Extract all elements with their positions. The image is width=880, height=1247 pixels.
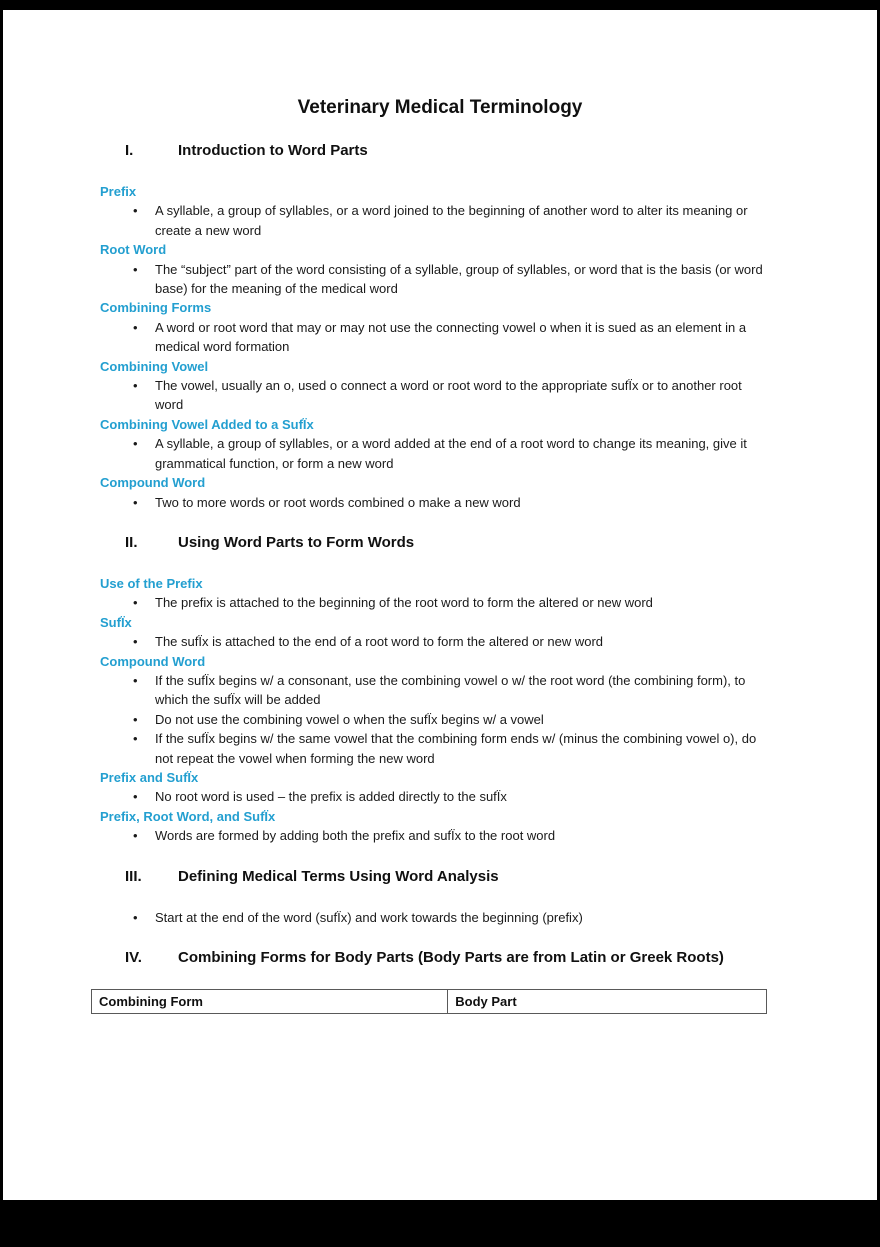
bullet-list (91, 908, 767, 927)
bullet-item (91, 826, 767, 845)
term-entry (91, 908, 767, 927)
document-section (91, 948, 767, 968)
bullet-item (91, 632, 767, 651)
bullet-dot-icon (133, 787, 138, 806)
bullet-dot-icon (133, 826, 138, 845)
term-heading: Combining Vowel (100, 358, 209, 374)
bullet-item (91, 434, 767, 473)
bullet-list (91, 318, 767, 357)
section-heading (125, 141, 767, 161)
bullet-item (91, 710, 767, 729)
term-entry (91, 415, 767, 473)
bullet-item (91, 201, 767, 240)
bullet-list (91, 787, 767, 806)
bullet-text: The sufÏx is attached to the end of a root word to form the altered or new word (155, 634, 604, 650)
bullet-text: Do not use the combining vowel o when the sufÏx begins w/ a vowel (155, 711, 544, 727)
bullet-list (91, 632, 767, 651)
section-heading-text: Defining Medical Terms Using Word Analysis (178, 867, 499, 885)
bullet-item (91, 493, 767, 512)
bullet-dot-icon (133, 710, 138, 729)
table-header-row (92, 990, 767, 1014)
bullet-dot-icon (133, 632, 138, 651)
bullet-text: Start at the end of the word (sufÏx) and work towards the beginning (prefix) (155, 909, 583, 925)
section-heading (125, 533, 767, 553)
term-heading: Root Word (100, 242, 167, 258)
bullet-text: If the sufÏx begins w/ the same vowel that the combining form ends w/ (minus the combining vowel o), do not repeat the vowel when forming the new word (155, 731, 757, 766)
bullet-text: No root word is used – the prefix is added directly to the sufÏx (155, 789, 507, 805)
bullet-item (91, 593, 767, 612)
bullet-item (91, 787, 767, 806)
bullet-item (91, 908, 767, 927)
section-heading-text: Introduction to Word Parts (178, 142, 368, 159)
section-numeral: I. (125, 142, 134, 159)
table-header-cell: Body Part (448, 990, 767, 1014)
bullet-text: Two to more words or root words combined o make a new word (155, 494, 521, 510)
term-heading: Prefix (100, 184, 137, 199)
bullet-list (91, 434, 767, 473)
bullet-dot-icon (133, 729, 138, 748)
bullet-list (91, 201, 767, 240)
term-heading: Prefix, Root Word, and SufÏx (100, 808, 276, 824)
bullet-dot-icon (133, 434, 138, 453)
bullet-list (91, 260, 767, 299)
bullet-list (91, 376, 767, 415)
term-entry (91, 807, 767, 846)
bullet-text: The vowel, usually an o, used o connect a word or root word to the appropriate sufÏx or to another root word (155, 378, 742, 413)
bullet-item (91, 671, 767, 710)
term-entry (91, 652, 767, 768)
term-heading: Prefix and SufÏx (100, 769, 199, 785)
section-heading (125, 867, 767, 887)
bullet-list (91, 826, 767, 845)
bullet-dot-icon (133, 493, 138, 512)
bullet-item (91, 318, 767, 357)
document-section (91, 141, 767, 512)
bullet-text: A word or root word that may or may not use the connecting vowel o when it is sued as an element in a medical word formation (155, 319, 747, 355)
term-entry (91, 357, 767, 415)
document-content (91, 141, 767, 1014)
bullet-dot-icon (133, 318, 138, 337)
bullet-dot-icon (133, 201, 138, 220)
bullet-dot-icon (133, 376, 138, 395)
section-entries (91, 182, 767, 512)
bullet-text: A syllable, a group of syllables, or a word added at the end of a root word to change its meaning, give it grammatical function, or form a new word (155, 436, 747, 471)
term-entry (91, 240, 767, 298)
term-heading: Combining Vowel Added to a SufÏx (100, 416, 314, 432)
section-heading-text: Combining Forms for Body Parts (Body Parts are from Latin or Greek Roots) (178, 949, 724, 966)
term-entry (91, 613, 767, 652)
document-section (91, 533, 767, 846)
bullet-list (91, 671, 767, 768)
bullet-dot-icon (133, 671, 138, 690)
bullet-text: The prefix is attached to the beginning of the root word to form the altered or new word (155, 595, 653, 611)
bullet-list (91, 493, 767, 512)
term-heading: Compound Word (100, 653, 206, 669)
document-section (91, 867, 767, 927)
bullet-dot-icon (133, 908, 138, 927)
document-page (3, 10, 877, 1200)
term-heading: Combining Forms (100, 300, 212, 316)
term-entry (91, 182, 767, 240)
section-heading-text: Using Word Parts to Form Words (178, 533, 415, 551)
bullet-text: If the sufÏx begins w/ a consonant, use the combining vowel o w/ the root word (the combining form), to which the sufÏx will be added (155, 672, 746, 708)
term-entry (91, 298, 767, 356)
bullet-item (91, 260, 767, 299)
section-numeral: IV. (125, 949, 142, 966)
bullet-dot-icon (133, 260, 138, 279)
document-title: Veterinary Medical Terminology (297, 97, 583, 118)
sections-container (91, 141, 767, 968)
term-entry (91, 473, 767, 512)
term-heading: SufÏx (100, 614, 132, 630)
bullet-text: Words are formed by adding both the prefix and sufÏx to the root word (155, 828, 556, 844)
section-numeral: II. (125, 533, 138, 551)
bullet-item (91, 376, 767, 415)
bullet-item (91, 729, 767, 768)
term-heading: Compound Word (100, 475, 206, 491)
bullet-dot-icon (133, 593, 138, 612)
term-heading: Use of the Prefix (100, 575, 203, 591)
section-heading (125, 948, 767, 968)
section-entries (91, 574, 767, 846)
combining-forms-table (91, 989, 767, 1014)
section-entries (91, 908, 767, 927)
bullet-list (91, 593, 767, 612)
bullet-text: The “subject” part of the word consisting of a syllable, group of syllables, or word that is the basis (or word base) for the meaning of the medical word (155, 261, 763, 297)
term-entry (91, 768, 767, 807)
table-header-cell: Combining Form (92, 990, 448, 1014)
bullet-text: A syllable, a group of syllables, or a word joined to the beginning of another word to alter its meaning or create a new word (155, 203, 748, 238)
term-entry (91, 574, 767, 613)
section-numeral: III. (125, 867, 142, 885)
